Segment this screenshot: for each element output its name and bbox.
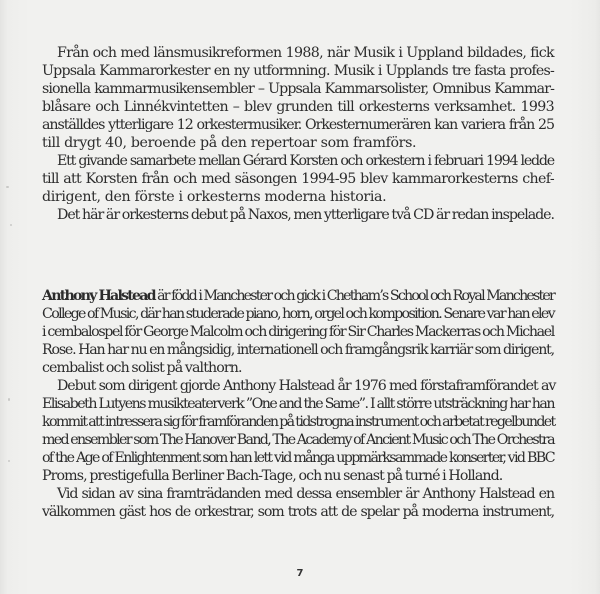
text-line: College of Music, där han studerade piano, horn, orgel och komposition. Senare var han elev — [42, 306, 554, 322]
text-line: cembalist och solist på valthorn. — [42, 360, 242, 376]
text-line: Elisabeth Lutyens musikteaterverk ”One and the Same”. I allt större utsträckning har han — [42, 396, 554, 412]
text-line: Ett givande samarbete mellan Gérard Korsten och orkestern i februari 1994 ledde — [57, 153, 554, 169]
text-line: välkommen gäst hos de orkestrar, som trots att de spelar på moderna instrument, — [42, 504, 554, 520]
text-line: dirigent, den förste i orkesterns moderna historia. — [42, 189, 387, 205]
text-line: i cembalospel för George Malcolm och dirigering för Sir Charles Mackerras och Michael — [42, 324, 554, 340]
text-line: sionella kammarmusikensembler – Uppsala Kammarsolister, Omnibus Kammar- — [42, 81, 554, 97]
text-line: Proms, prestigefulla Berliner Bach-Tage, och nu senast på turné i Holland. — [42, 468, 503, 484]
scan-speck — [10, 224, 12, 226]
text-line: med ensembler som The Hanover Band, The Academy of Ancient Music och The Orchestra — [42, 432, 554, 448]
text-line: Rose. Han har nu en mångsidig, internationell och framgångsrik karriär som dirigent, — [42, 342, 554, 358]
text-line — [42, 287, 554, 305]
text-line: Vid sidan av sina framträdanden med dessa ensembler är Anthony Halstead en — [57, 486, 554, 502]
text-line: kommit att intressera sig för framföranden på tidstrogna instrument och arbetat regelbundet — [42, 414, 555, 430]
text-line: Debut som dirigent gjorde Anthony Halstead år 1976 med förstaframförandet av — [57, 378, 556, 394]
text-line: anställdes ytterligare 12 orkestermusiker. Orkesternumerären kan variera från 25 — [42, 117, 554, 133]
scan-speck — [6, 186, 9, 188]
text-line: of the Age of Enlightenment som han lett vid många uppmärksammade konserter, vid BBC — [42, 450, 554, 466]
page-number: 7 — [296, 568, 304, 579]
text-line: Det här är orkesterns debut på Naxos, men ytterligare två CD är redan inspelade. — [57, 207, 554, 223]
text-line: till drygt 40, beroende på den repertoar som framförs. — [42, 135, 417, 151]
scan-speck — [8, 460, 10, 462]
text-line: blåsare och Linnékvintetten – blev grunden till orkesterns verksamhet. 1993 — [42, 99, 554, 115]
conductor-name: Anthony Halstead — [42, 288, 155, 304]
scan-speck — [8, 398, 10, 401]
text-line: Från och med länsmusikreformen 1988, när Musik i Uppland bildades, fick — [57, 45, 554, 61]
text-line: till att Korsten från och med säsongen 1994-95 blev kammarorkesterns chef- — [42, 171, 554, 187]
text-span: är född i Manchester och gick i Chetham’s School och Royal Manchester — [157, 288, 554, 304]
text-line: Uppsala Kammarorkester en ny utformning. Musik i Upplands tre fasta profes- — [42, 63, 554, 79]
